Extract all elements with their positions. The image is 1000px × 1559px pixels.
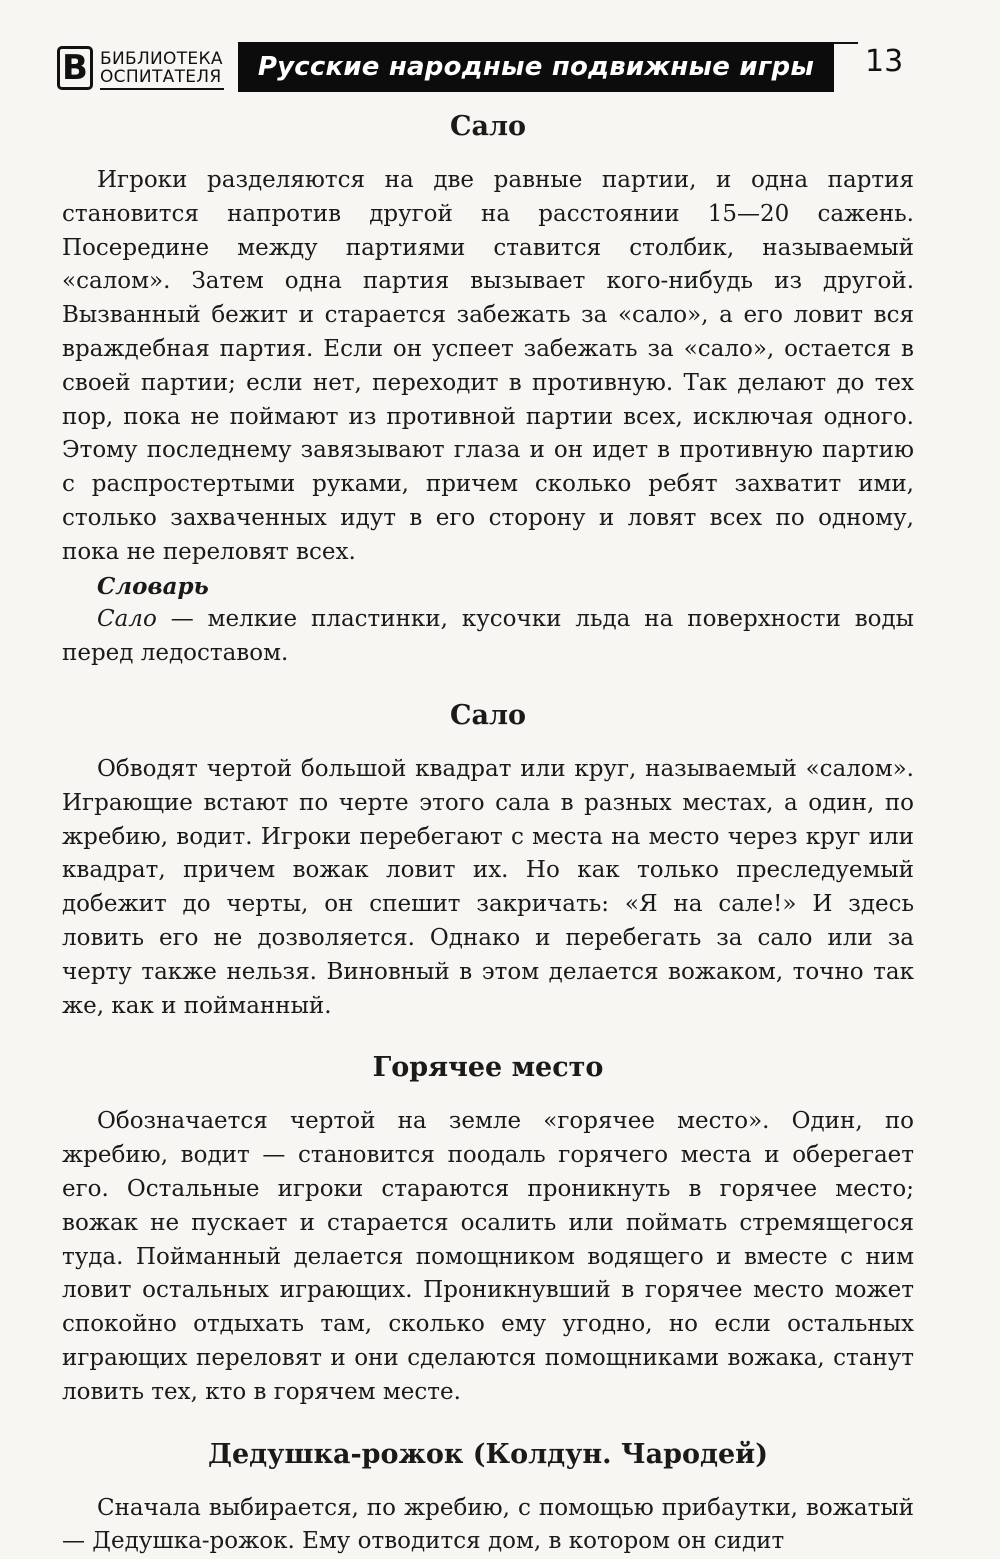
vocabulary-heading: Словарь (62, 570, 914, 604)
section-paragraph: Обозначается чертой на земле «горячее место». Один, по жребию, водит — становится поодаль горячего места и оберегает его. Остальные игроки стараются проникнуть в горячее место; вожак не пускает и старается осалить или поймать стремящегося туда. Пойманный делается помощником водящего и вместе с ним ловит остальных играющих. Проникнувший в горячее место может спокойно отдыхать там, сколько ему угодно, но если остальных играющих переловят и они сделаются помощниками вожака, станут ловить тех, кто в горячем месте. (62, 1105, 914, 1409)
section-title: Горячее место (62, 1051, 914, 1085)
page-number: 13 (865, 44, 903, 79)
section-salo-1 (62, 110, 914, 671)
vocabulary-entry (62, 603, 914, 671)
header-rule (834, 42, 858, 44)
series-logo-text (100, 50, 223, 86)
section-goryachee-mesto (62, 1051, 914, 1409)
section-title: Дедушка-рожок (Колдун. Чародей) (62, 1438, 914, 1472)
section-paragraph: Обводят чертой большой квадрат или круг, называемый «салом». Играющие встают по черте этого сала в разных местах, а один, по жребию, водит. Игроки перебегают с места на место через круг или квадрат, причем вожак ловит их. Но как только преследуемый добежит до черты, он спешит закричать: «Я на сале!» И здесь ловить его не дозволяется. Однако и перебегать за сало или за черту также нельзя. Виновный в этом делается вожаком, точно так же, как и пойманный. (62, 753, 914, 1023)
vocabulary-definition: — мелкие пластинки, кусочки льда на поверхности воды перед ледоставом. (62, 606, 914, 666)
section-title: Сало (62, 699, 914, 733)
section-title: Сало (62, 110, 914, 144)
series-logo-letter: В (57, 46, 93, 90)
section-paragraph: Игроки разделяются на две равные партии, и одна партия становится напротив другой на расстоянии 15—20 сажень. Посередине между партиями ставится столбик, называемый «салом». Затем одна партия вызывает кого-нибудь из другой. Вызванный бежит и старается забежать за «сало», а его ловит вся враждебная партия. Если он успеет забежать за «сало», остается в своей партии; если нет, переходит в противную. Так делают до тех пор, пока не поймают из противной партии всех, исключая одного. Этому последнему завязывают глаза и он идет в противную партию с распростертыми руками, причем сколько ребят захватит ими, столько захваченных идут в его сторону и ловят всех по одному, пока не переловят всех. (62, 164, 914, 570)
logo-underline (100, 88, 224, 90)
page-header (0, 0, 1000, 110)
section-salo-2 (62, 699, 914, 1023)
page-body (62, 110, 914, 1559)
book-title-banner (238, 42, 834, 92)
section-dedushka-rozhok (62, 1438, 914, 1559)
series-name-line2: ОСПИТАТЕЛЯ (100, 68, 223, 86)
section-paragraph: Сначала выбирается, по жребию, с помощью прибаутки, вожатый — Дедушка-рожок. Ему отводится дом, в котором он сидит (62, 1492, 914, 1559)
series-name-line1: БИБЛИОТЕКА (100, 50, 223, 68)
vocabulary-term: Сало (97, 606, 157, 632)
book-title: Русские народные подвижные игры (258, 52, 814, 82)
